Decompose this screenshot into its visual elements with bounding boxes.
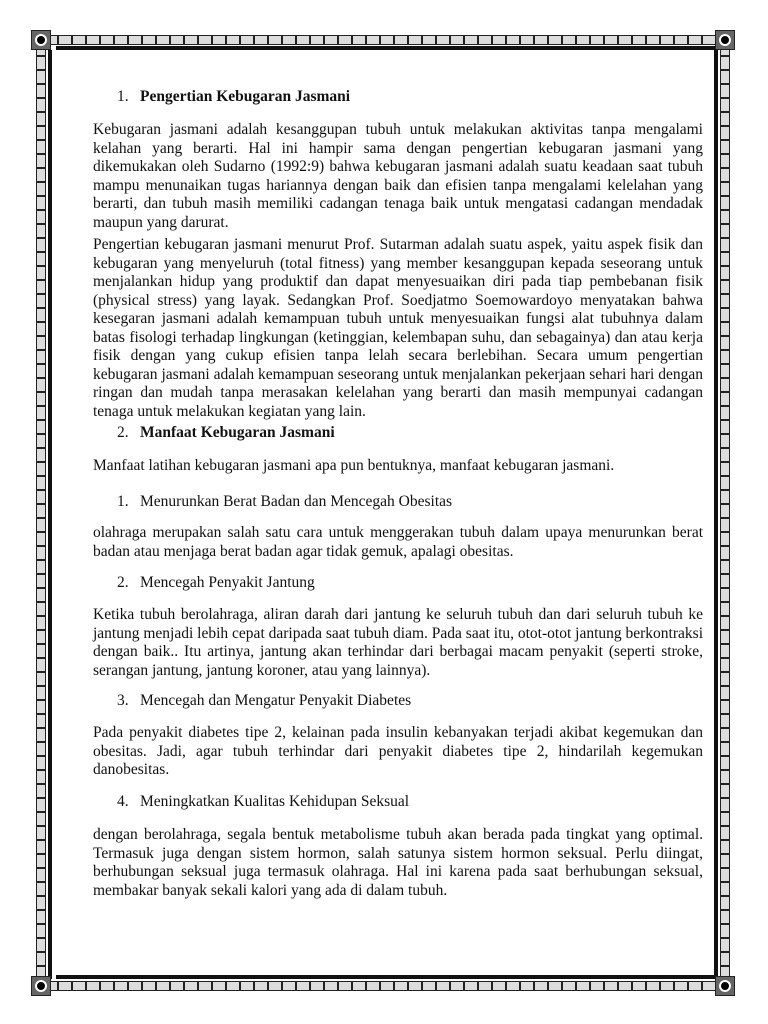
border-right xyxy=(720,42,730,989)
heading-title: Manfaat Kebugaran Jasmani xyxy=(140,424,335,441)
border-bottom xyxy=(44,981,724,991)
item-title: Menurunkan Berat Badan dan Mencegah Obesitas xyxy=(140,493,453,510)
heading-title: Pengertian Kebugaran Jasmani xyxy=(140,88,351,105)
paragraph: dengan berolahraga, segala bentuk metabolisme tubuh akan berada pada tingkat yang optimal. Termasuk juga dengan sistem hormon, salah satunya sistem hormon seksual. Perlu diingat, berhubungan seksual juga termasuk olahraga. Hal ini karena pada saat berhubungan seksual, membakar banyak sekali kalori yang ada di dalam tubuh. xyxy=(93,826,703,899)
border-right-line xyxy=(714,50,718,979)
item-number: 4. xyxy=(117,793,129,810)
border-left xyxy=(36,42,46,989)
paragraph: Manfaat latihan kebugaran jasmani apa pun bentuknya, manfaat kebugaran jasmani. xyxy=(93,457,615,474)
item-number: 2. xyxy=(117,574,129,591)
border-bottom-line xyxy=(56,975,718,979)
heading-number: 1. xyxy=(117,88,129,105)
paragraph: olahraga merupakan salah satu cara untuk menggerakan tubuh dalam upaya menurunkan berat badan atau menjaga berat badan agar tidak gemuk, apalagi obesitas. xyxy=(93,524,703,560)
paragraph: Pengertian kebugaran jasmani menurut Prof. Sutarman adalah suatu aspek, yaitu aspek fisik dan kebugaran yang menyeluruh (total fitness) yang member kesanggupan kepada seseorang untuk menjalankan hidup yang produktif dan dapat menyesuaikan diri pada tiap pembebanan fisik (physical stress) yang layak. Sedangkan Prof. Soedjatmo Soemowardoyo menyatakan bahwa kesegaran jasmani adalah kemampuan tubuh untuk menyesuaikan fungsi alat tubuhnya dalam batas fisologi terhadap lingkungan (ketinggian, kelembapan suhu, dan sebagainya) dan atau kerja fisik dengan yang cukup efisien tanpa lelah secara berlebihan. Secara umum pengertian kebugaran jasmani adalah kemampuan seseorang untuk menjalankan pekerjaan sehari hari dengan ringan dan mudah tanpa merasakan kelelahan yang berarti dan masih mempunyai cadangan tenaga untuk melakukan kegiatan yang lain. xyxy=(93,236,703,420)
item-title: Meningkatkan Kualitas Kehidupan Seksual xyxy=(140,793,410,810)
border-left-line xyxy=(48,50,52,979)
heading-number: 2. xyxy=(117,424,129,441)
paragraph: Ketika tubuh berolahraga, aliran darah dari jantung ke seluruh tubuh dan dari seluruh tubuh ke jantung menjadi lebih cepat daripada saat tubuh diam. Pada saat itu, otot-otot jantung berkontraksi dengan baik.. Itu artinya, jantung akan terhindar dari berbagai macam penyakit (seperti stroke, serangan jantung, jantung koroner, atau yang lainnya). xyxy=(93,606,703,679)
border-top-line xyxy=(56,46,718,50)
item-title: Mencegah Penyakit Jantung xyxy=(140,574,315,591)
border-top xyxy=(44,35,724,45)
item-number: 3. xyxy=(117,692,129,709)
corner-ornament-icon xyxy=(715,30,735,50)
corner-ornament-icon xyxy=(31,30,51,50)
corner-ornament-icon xyxy=(31,976,51,996)
item-number: 1. xyxy=(117,493,129,510)
paragraph: Kebugaran jasmani adalah kesanggupan tubuh untuk melakukan aktivitas tanpa mengalami kelahan yang berarti. Hal ini hampir sama dengan pengertian kebugaran jasmani yang dikemukakan oleh Sudarno (1992:9) bahwa kebugaran jasmani adalah suatu keadaan saat tubuh mampu menunaikan tugas hariannya dengan baik dan efisien tanpa mengalami kelelahan yang berarti, dan tubuh masih memiliki cadangan tenaga baik untuk mengatasi cadangan mendadak maupun yang darurat. xyxy=(93,121,703,231)
item-title: Mencegah dan Mengatur Penyakit Diabetes xyxy=(140,692,412,709)
paragraph: Pada penyakit diabetes tipe 2, kelainan pada insulin kebanyakan terjadi akibat kegemukan dan obesitas. Jadi, agar tubuh terhindar dari penyakit diabetes tipe 2, hindarilah kegemukan danobesitas. xyxy=(93,724,703,778)
corner-ornament-icon xyxy=(715,976,735,996)
